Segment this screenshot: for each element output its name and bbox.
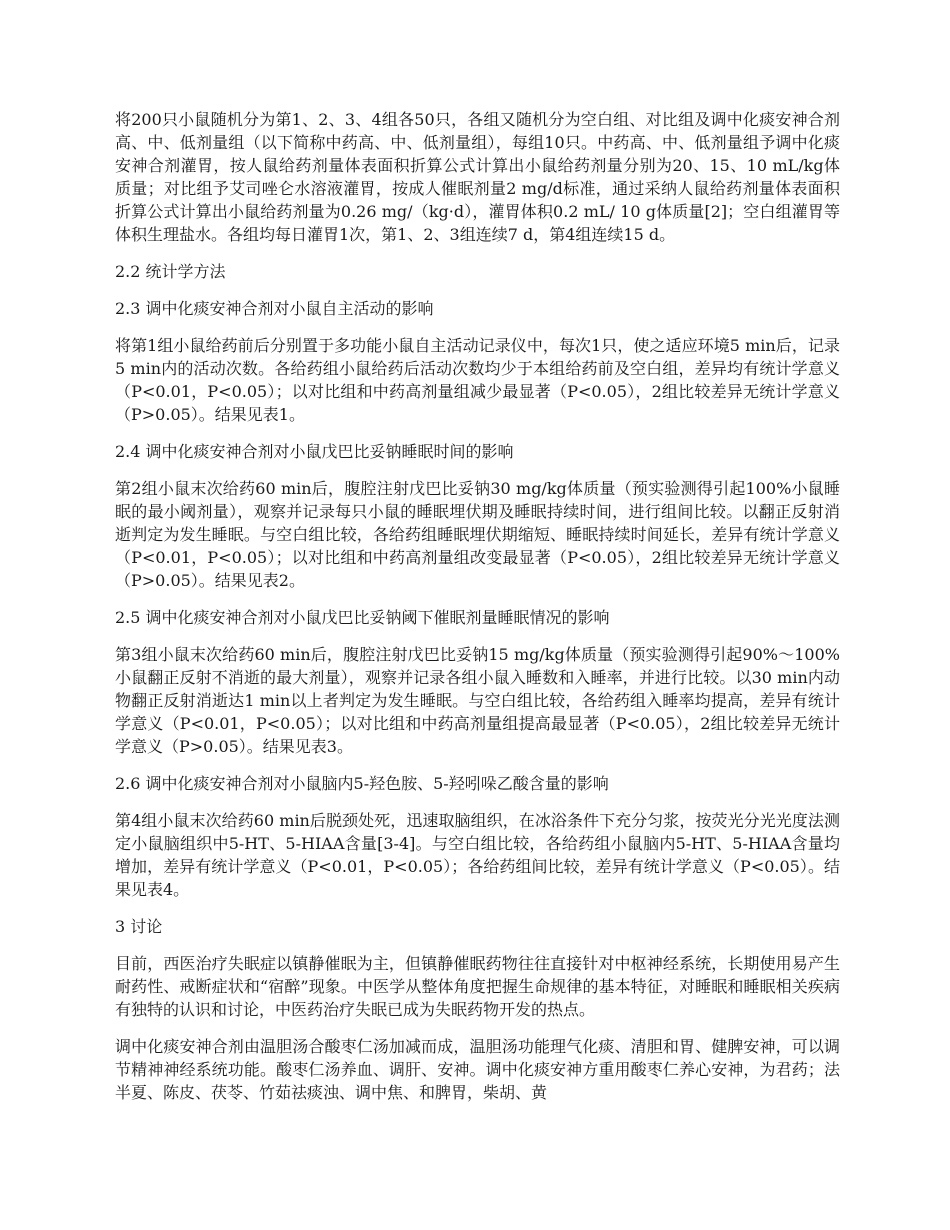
paragraph-5ht-content: 第4组小鼠末次给药60 min后脱颈处死，迅速取脑组织，在冰浴条件下充分匀浆，按荧光分光光度法测定小鼠脑组织中5-HT、5-HIAA含量[3-4]。与空白组比较，各给药组小鼠脑内5-HT、5-HIAA含量均增加，差异有统计学意义（P<0.01，P<0.05）；各给药组间比较，差异有统计学意义（P<0.05）。结果见表4。 [115,811,840,899]
section-heading-2-5: 2.5 调中化痰安神合剂对小鼠戊巴比妥钠阈下催眠剂量睡眠情况的影响 [115,608,610,627]
paragraph-grouping-method: 将200只小鼠随机分为第1、2、3、4组各50只，各组又随机分为空白组、对比组及调中化痰安神合剂高、中、低剂量组（以下简称中药高、中、低剂量组），每组10只。中药高、中、低剂量组予调中化痰安神合剂灌胃，按人鼠给药剂量体表面积折算公式计算出小鼠给药剂量分别为20、15、10 mL/kg体质量；对比组予艾司唑仑水溶液灌胃，按成人催眠剂量2 mg/d标准，通过采纳人鼠给药剂量体表面积折算公式计算出小鼠给药剂量为0.26 mg/（kg·d），灌胃体积0.2 mL/ 10 g体质量[2]；空白组灌胃等体积生理盐水。各组均每日灌胃1次，第1、2、3组连续7 d，第4组连续15 d。 [115,110,840,244]
section-heading-3: 3 讨论 [115,917,163,936]
paragraph-autonomous-activity: 将第1组小鼠给药前后分别置于多功能小鼠自主活动记录仪中，每次1只，使之适应环境5 min后，记录5 min内的活动次数。各给药组小鼠给药后活动次数均少于本组给药前及空白组，差异均有统计学意义（P<0.01，P<0.05）；以对比组和中药高剂量组减少最显著（P<0.05），2组比较差异无统计学意义（P>0.05）。结果见表1。 [115,336,840,424]
section-heading-2-3: 2.3 调中化痰安神合剂对小鼠自主活动的影响 [115,299,434,318]
paragraph-subthreshold-sleep: 第3组小鼠末次给药60 min后，腹腔注射戊巴比妥钠15 mg/kg体质量（预实验测得引起90%～100%小鼠翻正反射不消逝的最大剂量），观察并记录各组小鼠入睡数和入睡率，并进行比较。以30 min内动物翻正反射消逝达1 min以上者判定为发生睡眠。与空白组比较，各给药组入睡率均提高，差异有统计学意义（P<0.01，P<0.05）；以对比组和中药高剂量组提高最显著（P<0.05），2组比较差异无统计学意义（P>0.05）。结果见表3。 [115,645,840,756]
section-heading-2-2: 2.2 统计学方法 [115,262,226,281]
document-body [115,108,840,1118]
section-heading-2-6: 2.6 调中化痰安神合剂对小鼠脑内5-羟色胺、5-羟吲哚乙酸含量的影响 [115,774,609,793]
paragraph-discussion-2: 调中化痰安神合剂由温胆汤合酸枣仁汤加减而成，温胆汤功能理气化痰、清胆和胃、健脾安神，可以调节精神神经系统功能。酸枣仁汤养血、调肝、安神。调中化痰安神方重用酸枣仁养心安神，为君药；法半夏、陈皮、茯苓、竹茹祛痰浊、调中焦、和脾胃，柴胡、黄 [115,1037,840,1102]
section-heading-2-4: 2.4 调中化痰安神合剂对小鼠戊巴比妥钠睡眠时间的影响 [115,442,514,461]
paragraph-sleep-time: 第2组小鼠末次给药60 min后，腹腔注射戊巴比妥钠30 mg/kg体质量（预实验测得引起100%小鼠睡眠的最小阈剂量），观察并记录每只小鼠的睡眠埋伏期及睡眠持续时间，进行组间比较。以翻正反射消逝判定为发生睡眠。与空白组比较，各给药组睡眠埋伏期缩短、睡眠持续时间延长，差异有统计学意义（P<0.01，P<0.05）；以对比组和中药高剂量组改变最显著（P<0.05），2组比较差异无统计学意义（P>0.05）。结果见表2。 [115,479,840,590]
paragraph-discussion-1: 目前，西医治疗失眠症以镇静催眠为主，但镇静催眠药物往往直接针对中枢神经系统，长期使用易产生耐药性、戒断症状和“宿醉”现象。中医学从整体角度把握生命规律的基本特征，对睡眠和睡眠相关疾病有独特的认识和讨论，中医药治疗失眠已成为失眠药物开发的热点。 [115,954,840,1019]
